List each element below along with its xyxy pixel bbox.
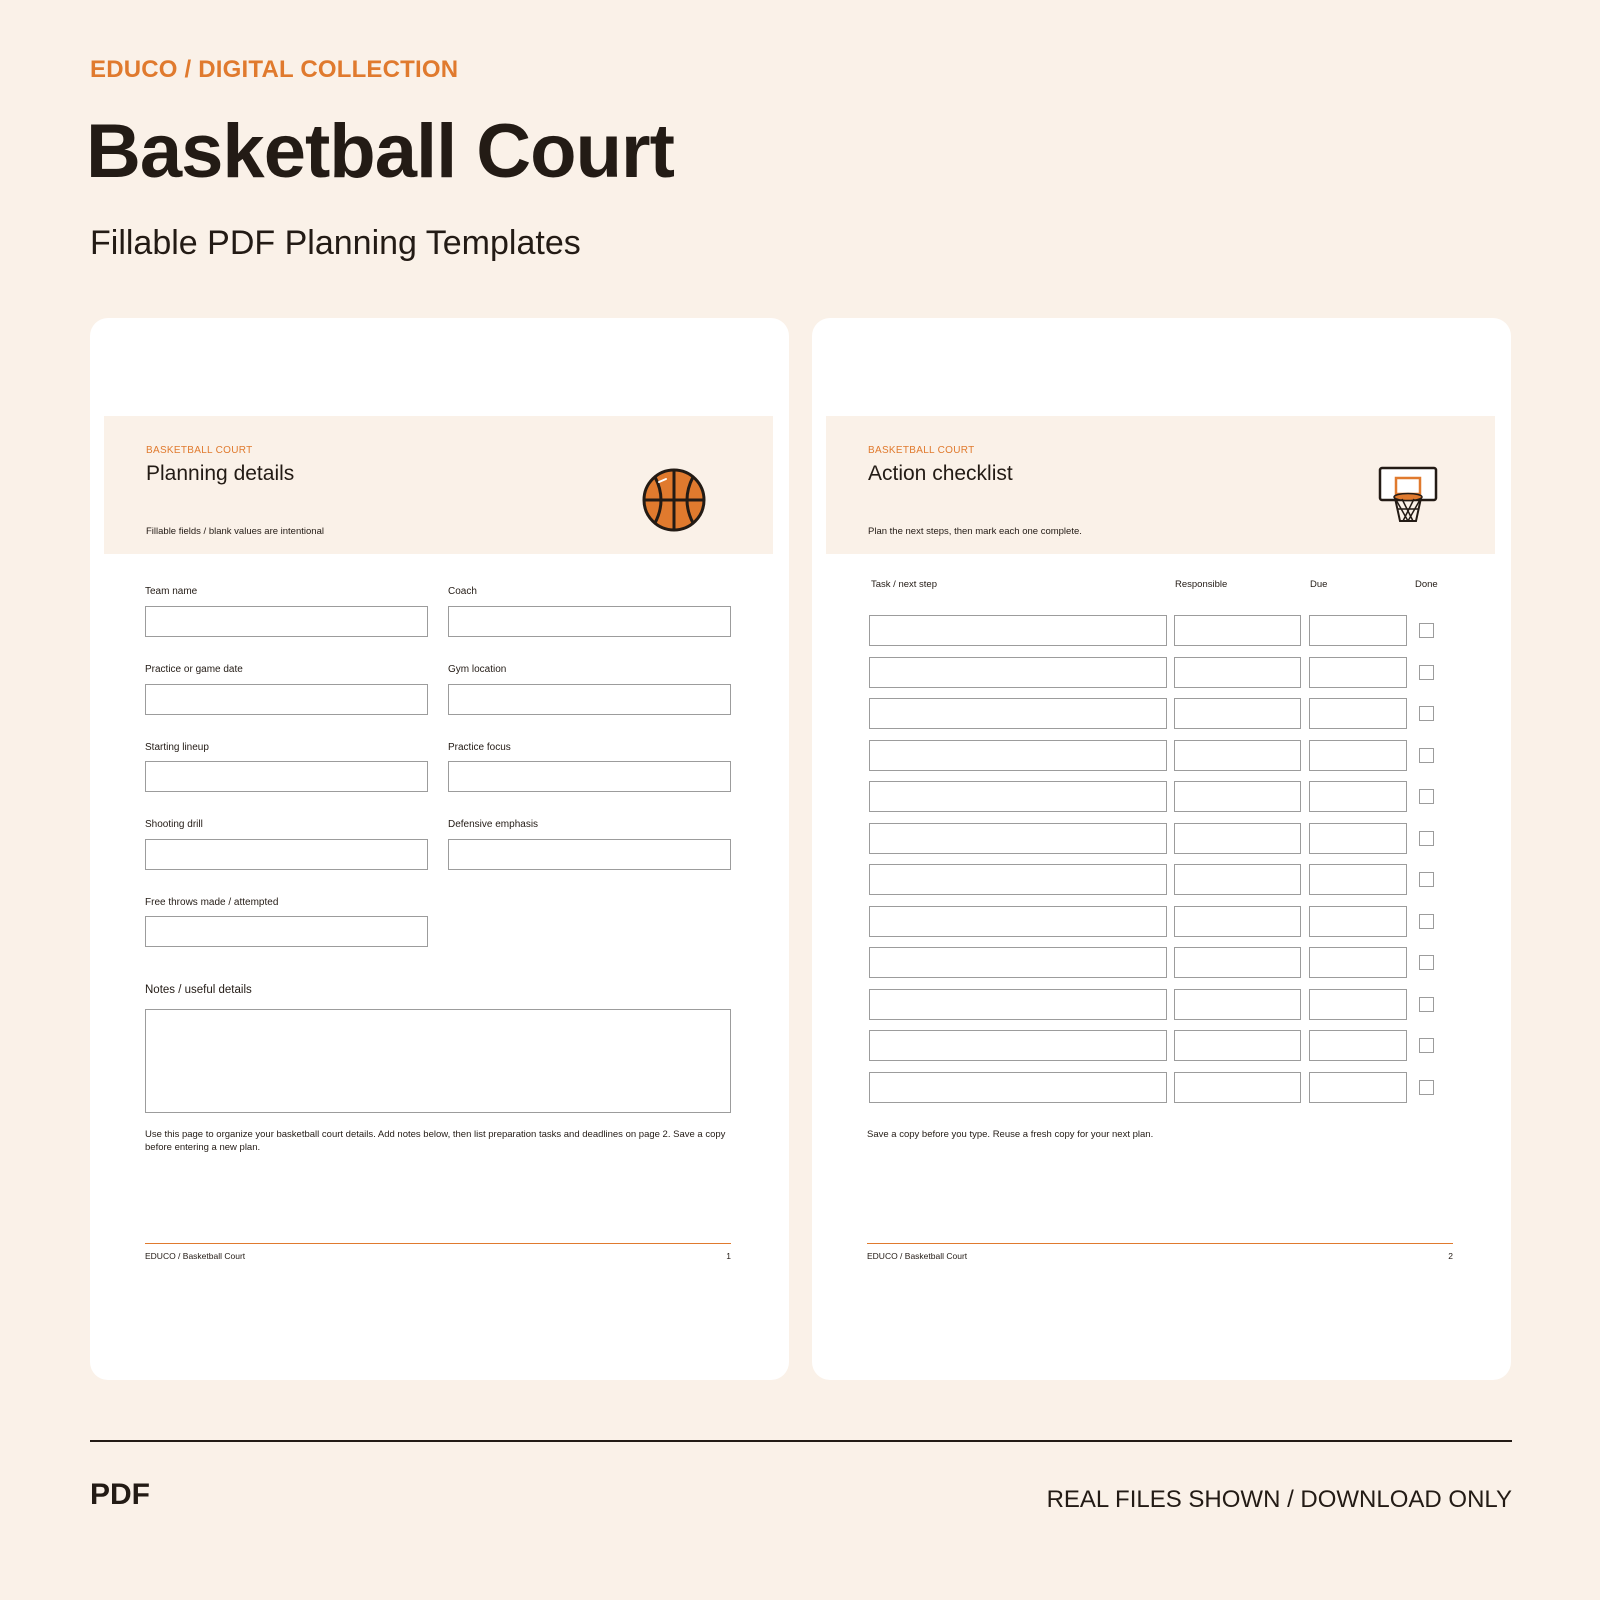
coach-label: Coach [448, 586, 477, 597]
footer-brand: EDUCO / Basketball Court [867, 1251, 968, 1261]
task-field[interactable] [869, 657, 1167, 688]
footer-divider [867, 1243, 1453, 1244]
done-checkbox[interactable] [1419, 872, 1434, 887]
task-field[interactable] [869, 615, 1167, 646]
task-field[interactable] [869, 823, 1167, 854]
basketball-hoop-icon [1378, 466, 1438, 524]
done-checkbox[interactable] [1419, 789, 1434, 804]
done-checkbox[interactable] [1419, 831, 1434, 846]
responsible-field[interactable] [1174, 781, 1301, 812]
due-field[interactable] [1309, 615, 1407, 646]
page-subtitle: Fillable PDF Planning Templates [90, 224, 581, 262]
task-field[interactable] [869, 1072, 1167, 1103]
column-header-responsible: Responsible [1175, 579, 1228, 590]
due-field[interactable] [1309, 823, 1407, 854]
team-name-field[interactable] [145, 606, 428, 637]
band-eyebrow: BASKETBALL COURT [146, 445, 253, 456]
task-field[interactable] [869, 740, 1167, 771]
responsible-field[interactable] [1174, 740, 1301, 771]
free-throws-label: Free throws made / attempted [145, 897, 279, 908]
column-header-due: Due [1310, 579, 1328, 590]
task-field[interactable] [869, 864, 1167, 895]
notes-field[interactable] [145, 1009, 731, 1113]
page-number: 1 [726, 1251, 731, 1261]
coach-field[interactable] [448, 606, 731, 637]
done-checkbox[interactable] [1419, 955, 1434, 970]
notes-label: Notes / useful details [145, 984, 252, 996]
responsible-field[interactable] [1174, 947, 1301, 978]
bottom-divider [90, 1440, 1512, 1442]
date-label: Practice or game date [145, 664, 243, 675]
basketball-icon [642, 468, 706, 532]
due-field[interactable] [1309, 906, 1407, 937]
download-note: REAL FILES SHOWN / DOWNLOAD ONLY [1046, 1486, 1512, 1513]
done-checkbox[interactable] [1419, 706, 1434, 721]
task-field[interactable] [869, 989, 1167, 1020]
responsible-field[interactable] [1174, 657, 1301, 688]
action-checklist-page [812, 318, 1511, 1380]
format-label: PDF [90, 1478, 150, 1511]
page-title: Basketball Court [86, 109, 674, 194]
due-field[interactable] [1309, 781, 1407, 812]
instructions-text: Use this page to organize your basketball court details. Add notes below, then list preparation tasks and deadlines on page 2. Save a copy before entering a new plan. [145, 1129, 726, 1153]
practice-focus-label: Practice focus [448, 742, 511, 753]
gym-location-field[interactable] [448, 684, 731, 715]
due-field[interactable] [1309, 864, 1407, 895]
task-field[interactable] [869, 698, 1167, 729]
starting-lineup-field[interactable] [145, 761, 428, 792]
due-field[interactable] [1309, 740, 1407, 771]
page-header-band [104, 416, 773, 554]
task-field[interactable] [869, 1030, 1167, 1061]
column-header-task: Task / next step [871, 579, 938, 590]
page-number: 2 [1448, 1251, 1453, 1261]
band-eyebrow: BASKETBALL COURT [868, 445, 975, 456]
due-field[interactable] [1309, 947, 1407, 978]
task-field[interactable] [869, 906, 1167, 937]
done-checkbox[interactable] [1419, 1080, 1434, 1095]
collection-eyebrow: EDUCO / DIGITAL COLLECTION [90, 56, 459, 83]
done-checkbox[interactable] [1419, 748, 1434, 763]
responsible-field[interactable] [1174, 1030, 1301, 1061]
responsible-field[interactable] [1174, 906, 1301, 937]
due-field[interactable] [1309, 657, 1407, 688]
date-field[interactable] [145, 684, 428, 715]
defensive-emphasis-label: Defensive emphasis [448, 819, 539, 830]
gym-location-label: Gym location [448, 664, 507, 675]
column-header-done: Done [1415, 579, 1438, 590]
done-checkbox[interactable] [1419, 623, 1434, 638]
responsible-field[interactable] [1174, 698, 1301, 729]
footer-brand: EDUCO / Basketball Court [145, 1251, 246, 1261]
practice-focus-field[interactable] [448, 761, 731, 792]
due-field[interactable] [1309, 1030, 1407, 1061]
due-field[interactable] [1309, 698, 1407, 729]
planning-details-page [90, 318, 789, 1380]
shooting-drill-label: Shooting drill [145, 819, 203, 830]
responsible-field[interactable] [1174, 1072, 1301, 1103]
due-field[interactable] [1309, 989, 1407, 1020]
responsible-field[interactable] [1174, 989, 1301, 1020]
team-name-label: Team name [145, 586, 198, 597]
band-note: Fillable fields / blank values are intentional [146, 526, 324, 537]
starting-lineup-label: Starting lineup [145, 742, 209, 753]
task-field[interactable] [869, 781, 1167, 812]
save-note: Save a copy before you type. Reuse a fresh copy for your next plan. [867, 1129, 1154, 1140]
footer-divider [145, 1243, 731, 1244]
done-checkbox[interactable] [1419, 997, 1434, 1012]
responsible-field[interactable] [1174, 823, 1301, 854]
done-checkbox[interactable] [1419, 914, 1434, 929]
responsible-field[interactable] [1174, 615, 1301, 646]
band-title: Action checklist [868, 462, 1013, 485]
shooting-drill-field[interactable] [145, 839, 428, 870]
done-checkbox[interactable] [1419, 665, 1434, 680]
band-note: Plan the next steps, then mark each one complete. [868, 526, 1082, 537]
responsible-field[interactable] [1174, 864, 1301, 895]
free-throws-field[interactable] [145, 916, 428, 947]
due-field[interactable] [1309, 1072, 1407, 1103]
band-title: Planning details [146, 462, 295, 485]
page-header-band [826, 416, 1495, 554]
defensive-emphasis-field[interactable] [448, 839, 731, 870]
task-field[interactable] [869, 947, 1167, 978]
done-checkbox[interactable] [1419, 1038, 1434, 1053]
